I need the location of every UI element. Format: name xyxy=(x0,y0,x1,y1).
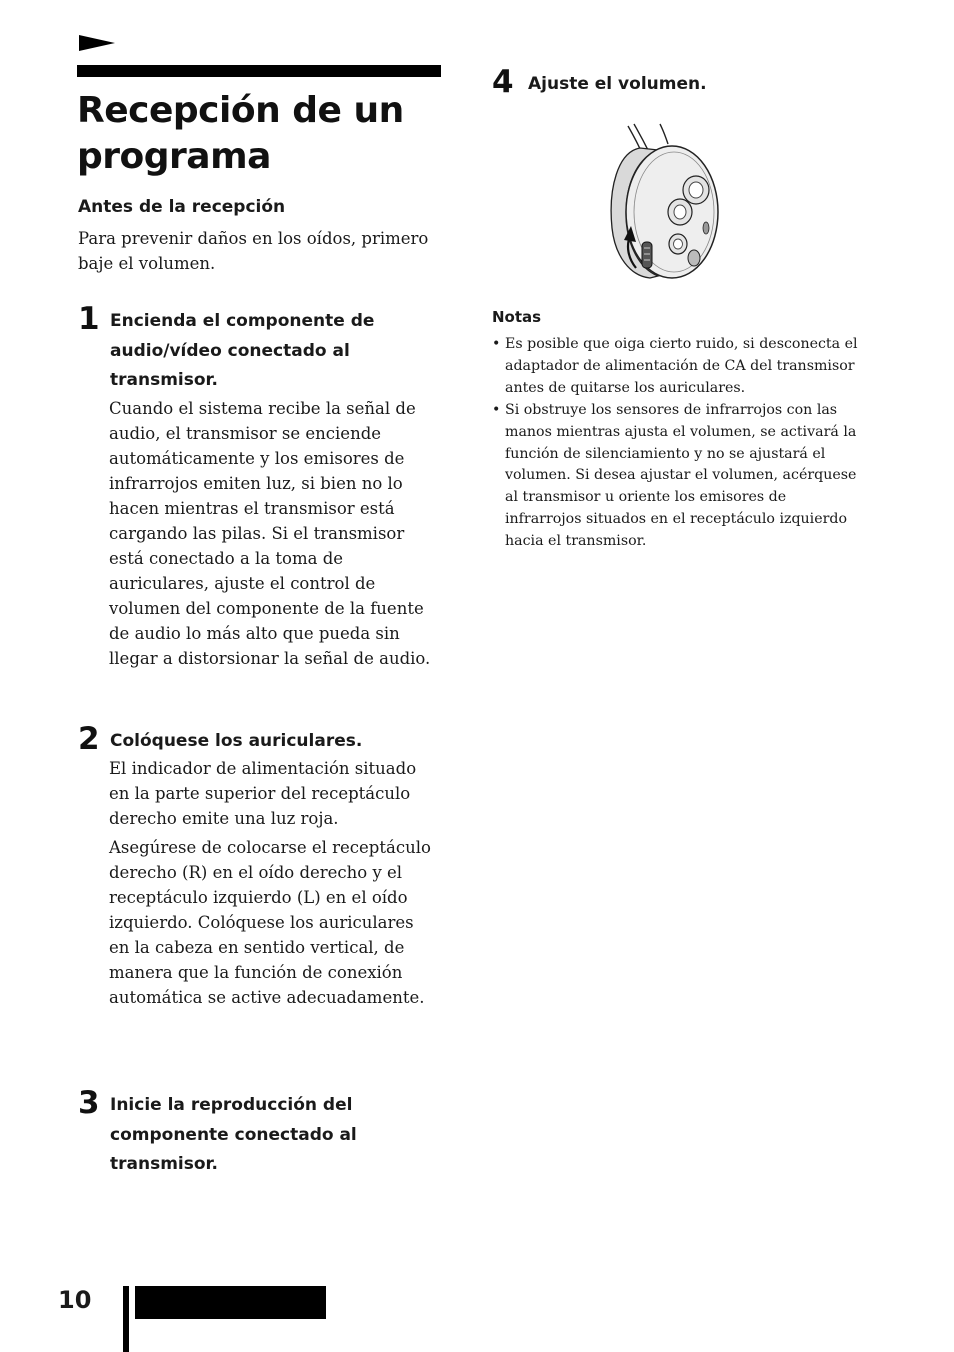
step-paragraph: El indicador de alimentación situado en la parte superior del receptáculo derecho emite una luz roja. xyxy=(109,759,417,828)
step-title: Colóquese los auriculares. xyxy=(110,731,363,751)
step-title: Ajuste el volumen. xyxy=(528,74,707,94)
note-item: • Es posible que oiga cierto ruido, si desconecta el adaptador de alimentación de CA del transmisor antes de quitarse los auriculares. xyxy=(492,334,862,400)
notes-list xyxy=(492,334,862,553)
step-number: 3 xyxy=(78,1085,100,1121)
step-body xyxy=(109,396,441,671)
step-title: Encienda el componente de audio/vídeo conectado al transmisor. xyxy=(110,311,375,390)
headphone-earcup-volume-icon xyxy=(600,118,730,286)
title-rule xyxy=(77,65,441,77)
footer-block xyxy=(135,1286,326,1319)
step-number: 1 xyxy=(78,301,100,337)
step-number: 4 xyxy=(492,64,514,100)
step-number: 2 xyxy=(78,721,100,757)
notes-heading: Notas xyxy=(492,308,542,326)
step-title: Inicie la reproducción del componente conectado al transmisor. xyxy=(110,1095,357,1174)
step-paragraph: Cuando el sistema recibe la señal de audio, el transmisor se enciende automáticamente y los emisores de infrarrojos emiten luz, si bien no lo hacen mientras el transmisor está cargando las pilas. Si el transmisor está conectado a la toma de auriculares, ajuste el control de volumen del componente de la fuente de audio lo más alto que pueda sin llegar a distorsionar la señal de audio. xyxy=(109,399,431,668)
before-reception-text: Para prevenir daños en los oídos, primero baje el volumen. xyxy=(78,229,429,273)
page-number: 10 xyxy=(58,1286,92,1314)
step-body xyxy=(109,756,431,1010)
footer-bar xyxy=(123,1286,129,1352)
section-arrow-icon xyxy=(79,35,115,51)
before-reception-heading: Antes de la recepción xyxy=(78,197,286,217)
page-title: Recepción de un programa xyxy=(77,90,404,177)
note-item: • Si obstruye los sensores de infrarrojos con las manos mientras ajusta el volumen, se activará la función de silenciamiento y no se ajustará el volumen. Si desea ajustar el volumen, acérquese al transmisor u oriente los emisores de infrarrojos situados en el receptáculo izquierdo hacia el transmisor. xyxy=(492,400,862,553)
step-paragraph: Asegúrese de colocarse el receptáculo derecho (R) en el oído derecho y el receptáculo izquierdo (L) en el oído izquierdo. Colóquese los auriculares en la cabeza en sentido vertical, de manera que la función de conexión automática se active adecuadamente. xyxy=(109,838,431,1007)
